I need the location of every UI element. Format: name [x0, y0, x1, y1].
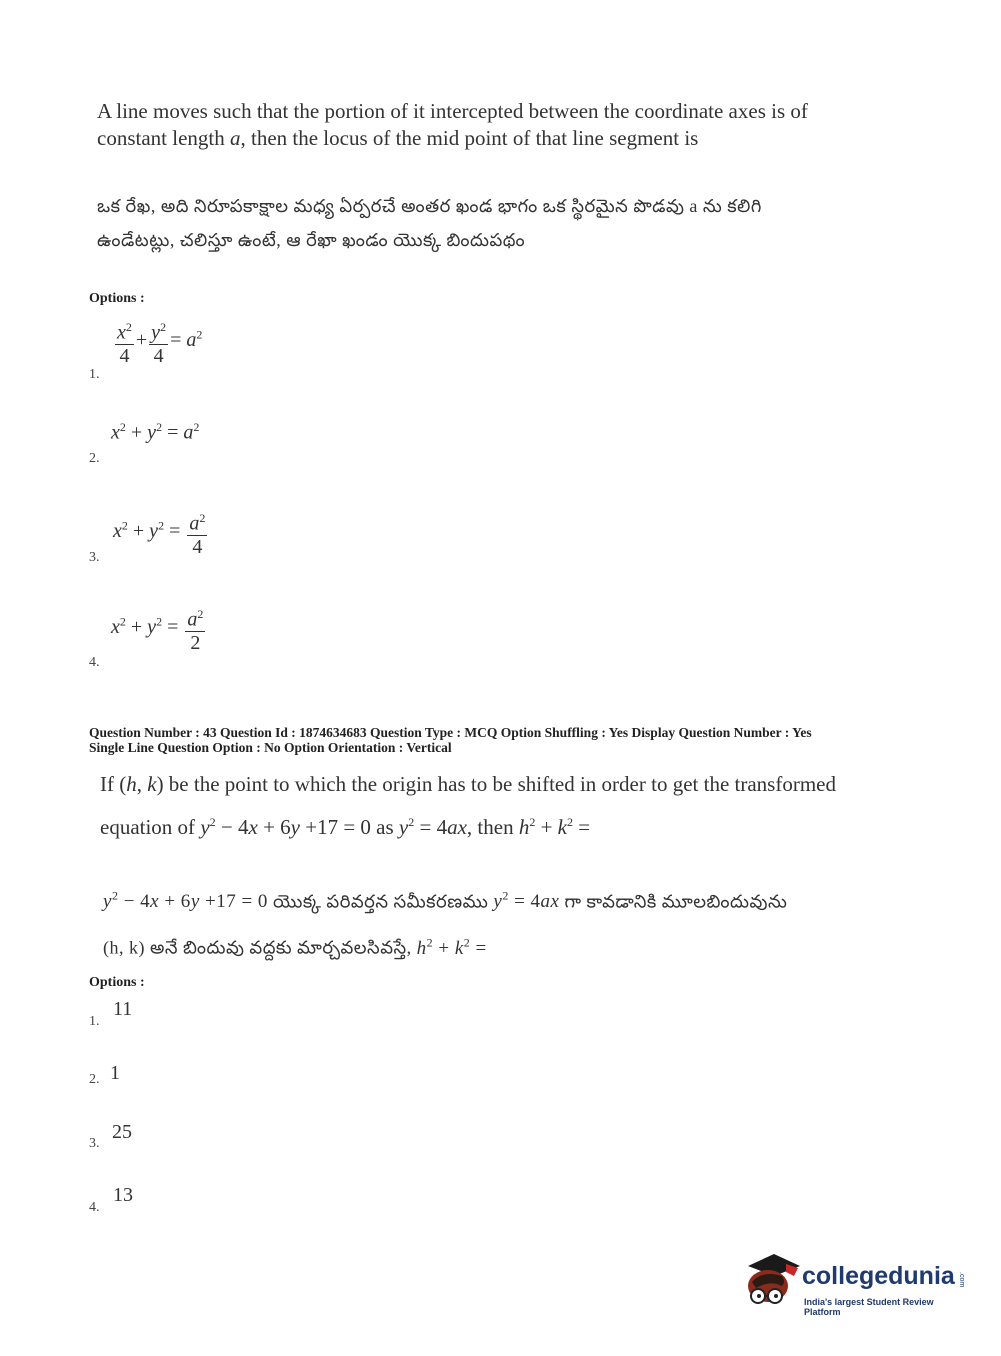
- q43-telugu-origin: గా కావడానికి మూలబిందువును: [564, 891, 788, 912]
- q42-option-4-formula: $x^2 + y^2$ = $\frac{a^2}{2}$: [111, 603, 207, 654]
- q43-eq-as: as: [376, 815, 394, 839]
- q42-telugu-line-2: ఉండేటట్లు, చలిస్తూ ఉంటే, ఆ రేఖా ఖండం యొక్క బిందుపథం: [97, 230, 526, 250]
- q42-english-line-1: A line moves such that the portion of it intercepted between the coordinate axes is of: [97, 99, 808, 123]
- q43-telugu-line-1: $y^2 - 4x + 6y +17 = 0$ యొక్క పరివర్తన సమీకరణము $y^2 = 4ax$ గా కావడానికి మూలబిందువును: [103, 889, 788, 913]
- q43-option-1-value: 11: [113, 998, 133, 1020]
- q43-option-2-number: 2.: [89, 1072, 100, 1087]
- q42-question-telugu: [97, 189, 917, 257]
- q43-question-english: [100, 765, 920, 846]
- q42-english-line-2: constant length a, then the locus of the mid point of that line segment is: [97, 126, 699, 150]
- logo-tagline: India's largest Student Review Platform: [804, 1297, 934, 1317]
- q43-question-telugu: [103, 876, 923, 969]
- q42-option-2-formula: $x^2 + y^2 = a^2$: [111, 420, 200, 444]
- q43-telugu-line-2: (h, k) అనే బిందువు వద్దకు మార్చవలసివస్తే, $h^2 + k^2$ =: [103, 935, 487, 959]
- q43-meta: [89, 725, 949, 755]
- mascot-icon: [742, 1252, 802, 1312]
- q43-telugu-shift: (h, k) అనే బిందువు వద్దకు మార్చవలసివస్తే,: [103, 937, 412, 958]
- q42-option-1-number: 1.: [89, 367, 100, 382]
- q42-option-1-formula: $\frac{x^2}{4}$ + $\frac{y^2}{4}$ = $a^2$: [113, 316, 202, 367]
- q42-question-english: [97, 98, 917, 152]
- q42-telugu-line-1: ఒక రేఖ, అది నిరూపకాక్షాల మధ్య ఏర్పరచే అంతర ఖండ భాగం ఒక స్థిరమైన పొడవు a ను కలిగి: [97, 196, 762, 216]
- q42-options-label: Options :: [89, 291, 145, 306]
- q43-option-4-number: 4.: [89, 1200, 100, 1215]
- q43-option-4-value: 13: [113, 1184, 133, 1206]
- q43-eq-then: , then: [466, 815, 514, 839]
- logo-domain-suffix: .com: [958, 1272, 965, 1288]
- q43-option-3-value: 25: [112, 1121, 132, 1143]
- q43-english-line-2: equation of $y^2 - 4x + 6y +17 = 0$ as $y^2 = 4ax$, then $h^2 + k^2$ =: [100, 815, 591, 839]
- q43-eq-prefix: equation of: [100, 815, 196, 839]
- q43-meta-line-2: Single Line Question Option : No Option Orientation : Vertical: [89, 740, 452, 755]
- logo-wordmark: collegedunia: [802, 1262, 955, 1290]
- q43-option-3-number: 3.: [89, 1136, 100, 1151]
- q43-english-line-1: If (h, k) be the point to which the origin has to be shifted in order to get the transformed: [100, 772, 836, 796]
- q43-option-1-number: 1.: [89, 1014, 100, 1029]
- q42-option-2-number: 2.: [89, 451, 100, 466]
- q43-options-label: Options :: [89, 975, 145, 990]
- q43-telugu-transformed: యొక్క పరివర్తన సమీకరణము: [272, 891, 489, 912]
- q42-option-4-number: 4.: [89, 655, 100, 670]
- q42-option-3-number: 3.: [89, 550, 100, 565]
- q43-option-2-value: 1: [110, 1062, 120, 1084]
- collegedunia-logo: [742, 1250, 972, 1320]
- q42-option-3-formula: $x^2 + y^2$ = $\frac{a^2}{4}$: [113, 507, 209, 558]
- q43-meta-line-1: Question Number : 43 Question Id : 1874634683 Question Type : MCQ Option Shuffling : Yes Display Question Number : Yes: [89, 725, 812, 740]
